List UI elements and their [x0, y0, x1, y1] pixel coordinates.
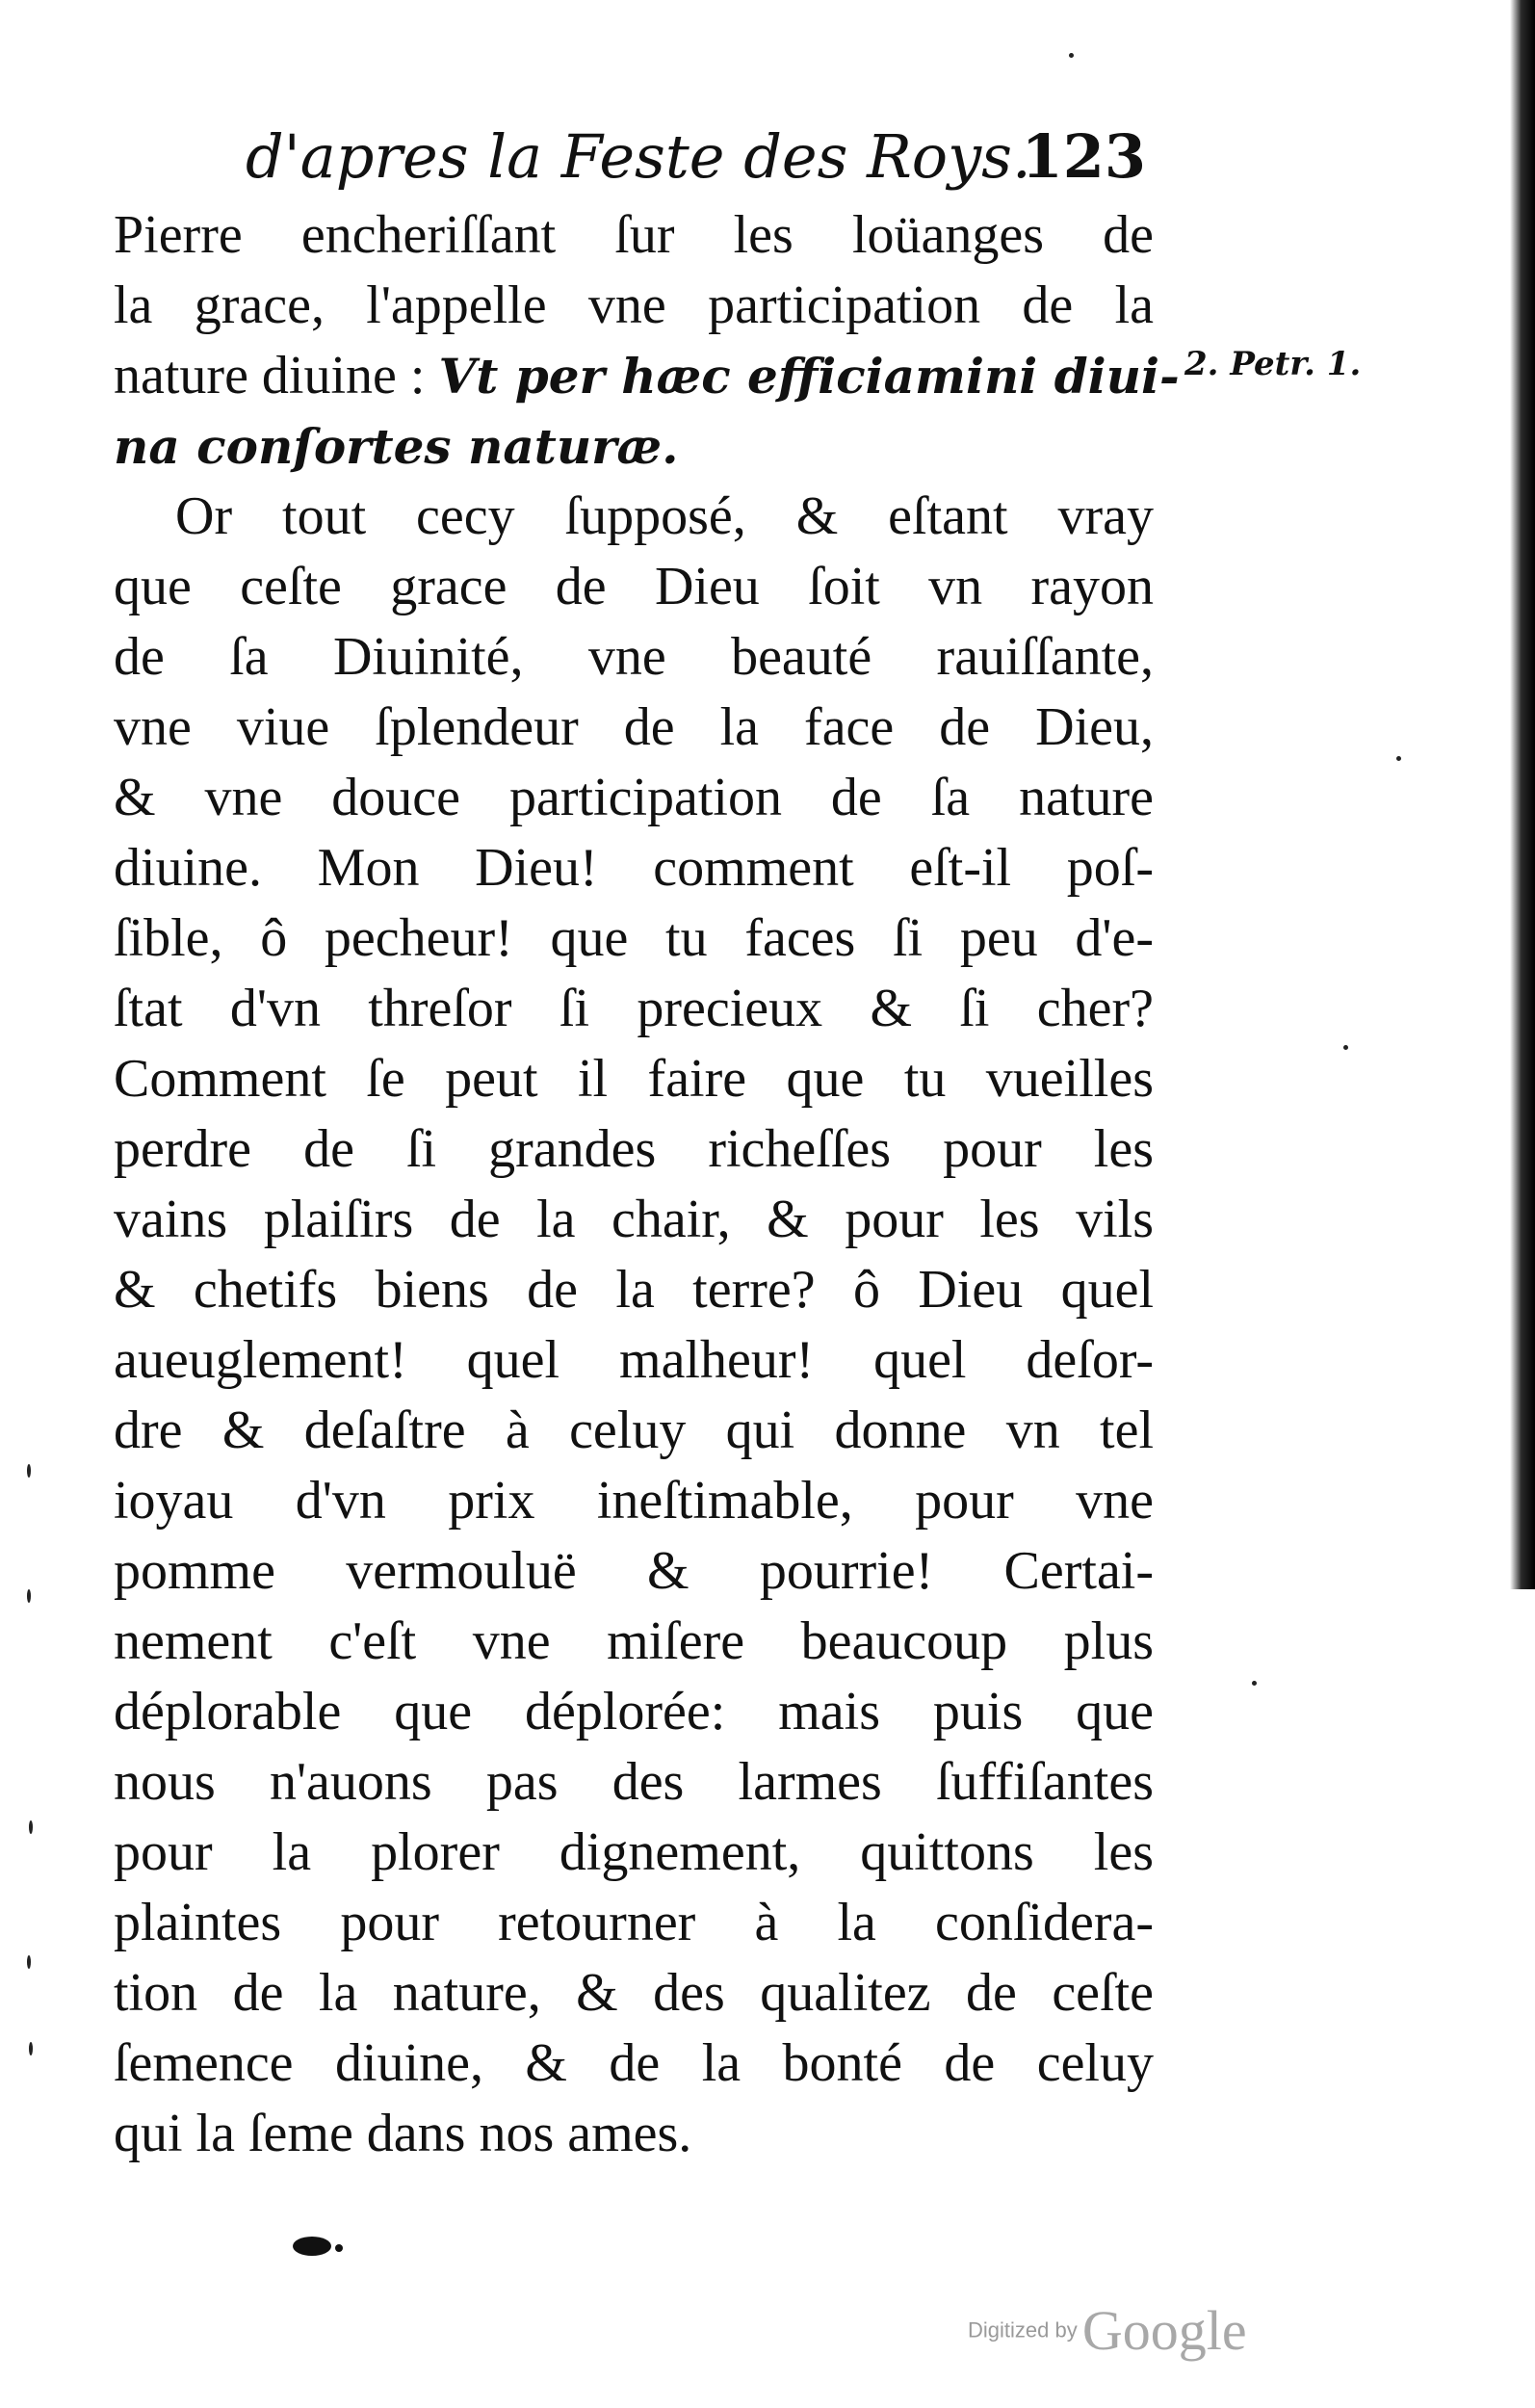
- google-logo: Google: [1081, 2299, 1247, 2362]
- text-line: & chetifs biens de la terre? ô Dieu quel: [114, 1260, 1154, 1320]
- text-line: la grace, l'appelle vne participation de la: [114, 275, 1154, 335]
- latin-quote-end: na conſortes naturæ.: [114, 418, 679, 475]
- text-line: vne viue ſplendeur de la face de Dieu,: [114, 697, 1154, 757]
- print-speck: [1069, 53, 1074, 58]
- margin-reference: 2. Petr. 1.: [1184, 345, 1362, 383]
- text-line: ioyau d'vn prix ineſtimable, pour vne: [114, 1471, 1154, 1531]
- text-line: ſtat d'vn threſor ſi precieux & ſi cher?: [114, 979, 1154, 1038]
- text-line: Comment ſe peut il faire que tu vueilles: [114, 1049, 1154, 1109]
- text-line: diuine. Mon Dieu! comment eſt-il poſ-: [114, 838, 1154, 898]
- watermark-prefix: Digitized by: [968, 2317, 1078, 2343]
- page-number: 123: [1021, 121, 1146, 192]
- ink-ornament-icon: [289, 2233, 347, 2260]
- text-line: aueuglement! quel malheur! quel deſor-: [114, 1330, 1154, 1390]
- text-line: Pierre encheriſſant ſur les loüanges de: [114, 205, 1154, 265]
- text-line: de ſa Diuinité, vne beauté rauiſſante,: [114, 627, 1154, 687]
- text-fragment: nature diuine :: [114, 346, 426, 406]
- text-line: pomme vermouluë & pourrie! Certai-: [114, 1541, 1154, 1601]
- text-line: déplorable que déplorée: mais puis que: [114, 1682, 1154, 1741]
- text-line: [114, 341, 1180, 411]
- print-speck: [27, 1589, 31, 1603]
- text-line: & vne douce participation de ſa nature: [114, 768, 1154, 827]
- text-line: nement c'eſt vne miſere beaucoup plus: [114, 1611, 1154, 1671]
- text-line: tion de la nature, & des qualitez de ceſte: [114, 1963, 1154, 2023]
- print-speck: [27, 1955, 31, 1969]
- text-line: perdre de ſi grandes richeſſes pour les: [114, 1119, 1154, 1179]
- text-line: ſemence diuine, & de la bonté de celuy: [114, 2033, 1154, 2093]
- latin-quote: Vt per hæc efficiamini diui-: [438, 348, 1180, 405]
- text-line: ſible, ô pecheur! que tu faces ſi peu d'e-: [114, 908, 1154, 968]
- print-speck: [1343, 1045, 1348, 1050]
- running-title: d'apres la Feste des Roys.: [246, 121, 1031, 192]
- print-speck: [29, 1820, 33, 1834]
- body-text: [114, 200, 1180, 2169]
- print-speck: [27, 1464, 31, 1478]
- text-line: nous n'auons pas des larmes ſuffiſantes: [114, 1752, 1154, 1812]
- text-line: vains plaiſirs de la chair, & pour les vils: [114, 1190, 1154, 1249]
- print-speck: [29, 2042, 33, 2055]
- print-speck: [1252, 1681, 1257, 1686]
- text-line: qui la ſeme dans nos ames.: [114, 2104, 692, 2163]
- text-line: dre & deſaſtre à celuy qui donne vn tel: [114, 1400, 1154, 1460]
- page-edge-shadow: [1510, 0, 1535, 1589]
- text-line: que ceſte grace de Dieu ſoit vn rayon: [114, 557, 1154, 616]
- text-line: [114, 411, 1154, 482]
- page-header: [246, 114, 1146, 200]
- text-line: plaintes pour retourner à la conſidera-: [114, 1893, 1154, 1952]
- text-line: pour la plorer dignement, quittons les: [114, 1822, 1154, 1882]
- paragraph-start: Or tout cecy ſupposé, & eſtant vray: [175, 486, 1154, 546]
- print-speck: [1396, 756, 1401, 761]
- digitized-watermark: [968, 2298, 1247, 2363]
